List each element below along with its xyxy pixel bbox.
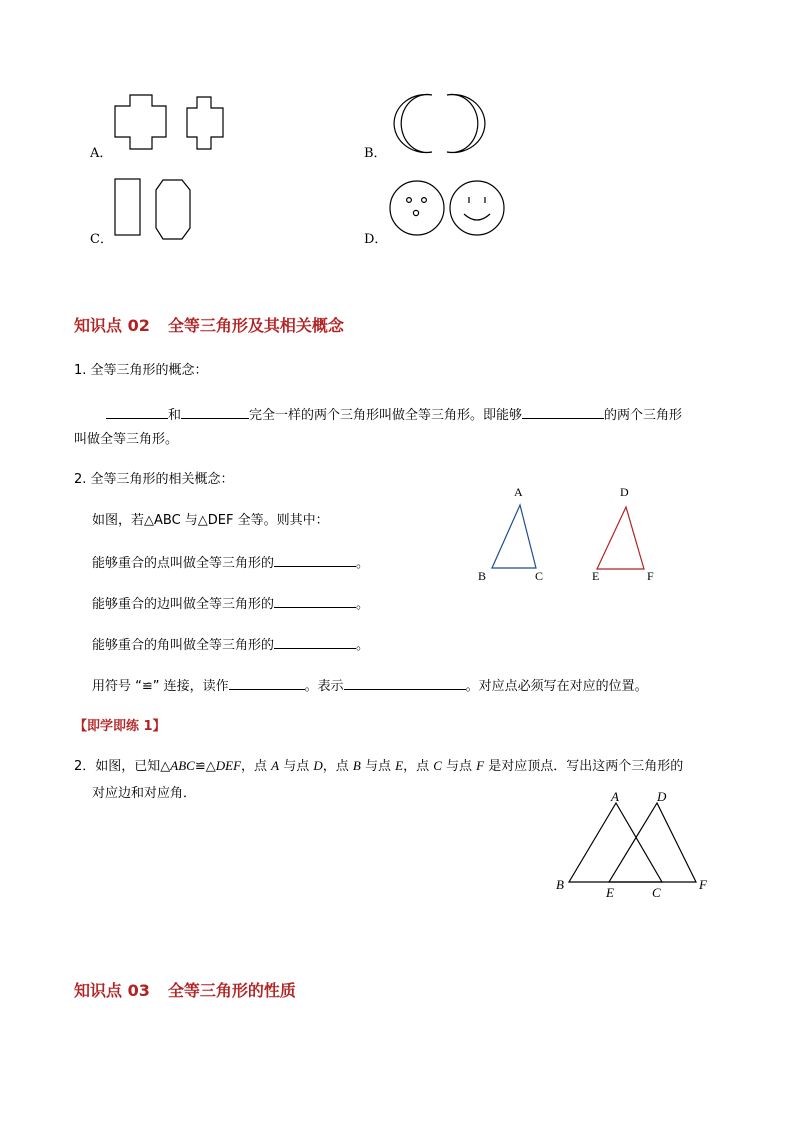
- section-03-heading: 全等三角形的性质: [167, 981, 296, 1000]
- q2-text-b: ，点: [241, 759, 272, 774]
- item-1-heading: 1. 全等三角形的概念：: [74, 363, 208, 378]
- figure-abc-def: [470, 480, 670, 590]
- q2-e: E: [395, 758, 404, 773]
- item-1-line-2: 叫做全等三角形。: [74, 432, 179, 447]
- fig1-label-a: A: [514, 485, 523, 499]
- triangle-abc: [492, 505, 536, 568]
- fig2-label-a: A: [611, 789, 619, 804]
- blank-2[interactable]: [181, 404, 249, 419]
- q2-text-f: ，点: [403, 759, 434, 774]
- q2-cong: ≌△: [194, 759, 216, 774]
- points-period: 。: [356, 556, 370, 571]
- fig1-label-f: F: [647, 569, 654, 583]
- option-a-label: A．: [90, 146, 113, 161]
- triangle-def-2: [609, 803, 696, 882]
- q2-text-g: 与点: [441, 759, 477, 774]
- question-2-line-2: 对应边和对应角．: [92, 786, 197, 801]
- blank-sides[interactable]: [274, 593, 356, 608]
- option-b-label: B．: [364, 146, 387, 161]
- angles-period: 。: [356, 638, 370, 653]
- option-a-cross-left: [115, 95, 166, 149]
- option-b-crescent-right: [447, 95, 485, 153]
- blank-read-as[interactable]: [229, 675, 305, 690]
- question-2-line-1: [74, 756, 683, 777]
- q2-b: B: [352, 758, 361, 773]
- q2-f: F: [476, 758, 485, 773]
- item-2-heading: 2. 全等三角形的相关概念：: [74, 472, 234, 487]
- item-2-sides: [92, 593, 369, 615]
- option-b-crescent-left: [394, 95, 432, 153]
- blank-means[interactable]: [344, 675, 466, 690]
- section-02-heading: 全等三角形及其相关概念: [167, 316, 344, 335]
- symbol-mid: 。表示: [304, 679, 344, 694]
- section-02-title: [74, 313, 344, 336]
- blank-points[interactable]: [274, 552, 356, 567]
- q2-abc: ABC: [170, 758, 195, 773]
- symbol-pre: 用符号 “≌” 连接，读作: [92, 679, 229, 694]
- practice-label: 【即学即练 1】: [74, 719, 166, 734]
- section-03-label: 知识点 03: [74, 981, 150, 1000]
- fig2-label-b: B: [556, 877, 564, 892]
- option-c-octagon: [156, 180, 190, 239]
- q2-c: C: [433, 758, 442, 773]
- item-1-end: 的两个三角形: [604, 408, 683, 423]
- fig2-label-d: D: [657, 789, 667, 804]
- q2-text-e: 与点: [360, 759, 396, 774]
- figure-overlapping-triangles: [550, 785, 720, 905]
- fig1-label-c: C: [535, 569, 544, 583]
- item-2-intro: 如图，若△ABC 与△DEF 全等。则其中：: [92, 513, 329, 528]
- q2-text-d: ，点: [322, 759, 353, 774]
- section-02-label: 知识点 02: [74, 316, 150, 335]
- item-1-mid: 完全一样的两个三角形叫做全等三角形。即能够: [249, 408, 523, 423]
- angles-text: 能够重合的角叫做全等三角形的: [92, 638, 275, 653]
- q2-d: D: [313, 758, 323, 773]
- q2-text-c: 与点: [279, 759, 314, 774]
- item-2-symbol: [92, 675, 648, 697]
- option-c-label: C．: [90, 232, 113, 247]
- q2-text-h: 是对应顶点．写出这两个三角形的: [484, 759, 684, 774]
- fig1-label-d: D: [620, 485, 629, 499]
- symbol-end: 。对应点必须写在对应的位置。: [465, 679, 648, 694]
- q2-a: A: [271, 758, 280, 773]
- blank-angles[interactable]: [274, 634, 356, 649]
- item-1-line-1: [106, 404, 682, 426]
- q2-text-a: 如图，已知△: [95, 759, 171, 774]
- triangle-def: [597, 507, 644, 569]
- option-c-rectangle: [115, 179, 140, 235]
- q2-def: DEF: [215, 758, 242, 773]
- sides-text: 能够重合的边叫做全等三角形的: [92, 597, 275, 612]
- fig2-label-c: C: [652, 885, 661, 900]
- q2-number: 2．: [74, 759, 96, 774]
- option-a-cross-right: [187, 97, 223, 149]
- fig2-label-e: E: [606, 885, 614, 900]
- blank-3[interactable]: [522, 404, 604, 419]
- item-2-points: [92, 552, 369, 574]
- item-2-angles: [92, 634, 369, 656]
- option-figures: [0, 0, 794, 260]
- fig2-label-f: F: [699, 877, 707, 892]
- option-d-label: D．: [364, 232, 388, 247]
- sides-period: 。: [356, 597, 370, 612]
- item-1-and: 和: [168, 408, 182, 423]
- fig1-label-e: E: [592, 569, 600, 583]
- option-d-face-right: [450, 181, 504, 235]
- points-text: 能够重合的点叫做全等三角形的: [92, 556, 275, 571]
- fig1-label-b: B: [478, 569, 487, 583]
- blank-1[interactable]: [106, 404, 168, 419]
- option-d-face-left: [390, 181, 444, 235]
- section-03-title: [74, 978, 296, 1001]
